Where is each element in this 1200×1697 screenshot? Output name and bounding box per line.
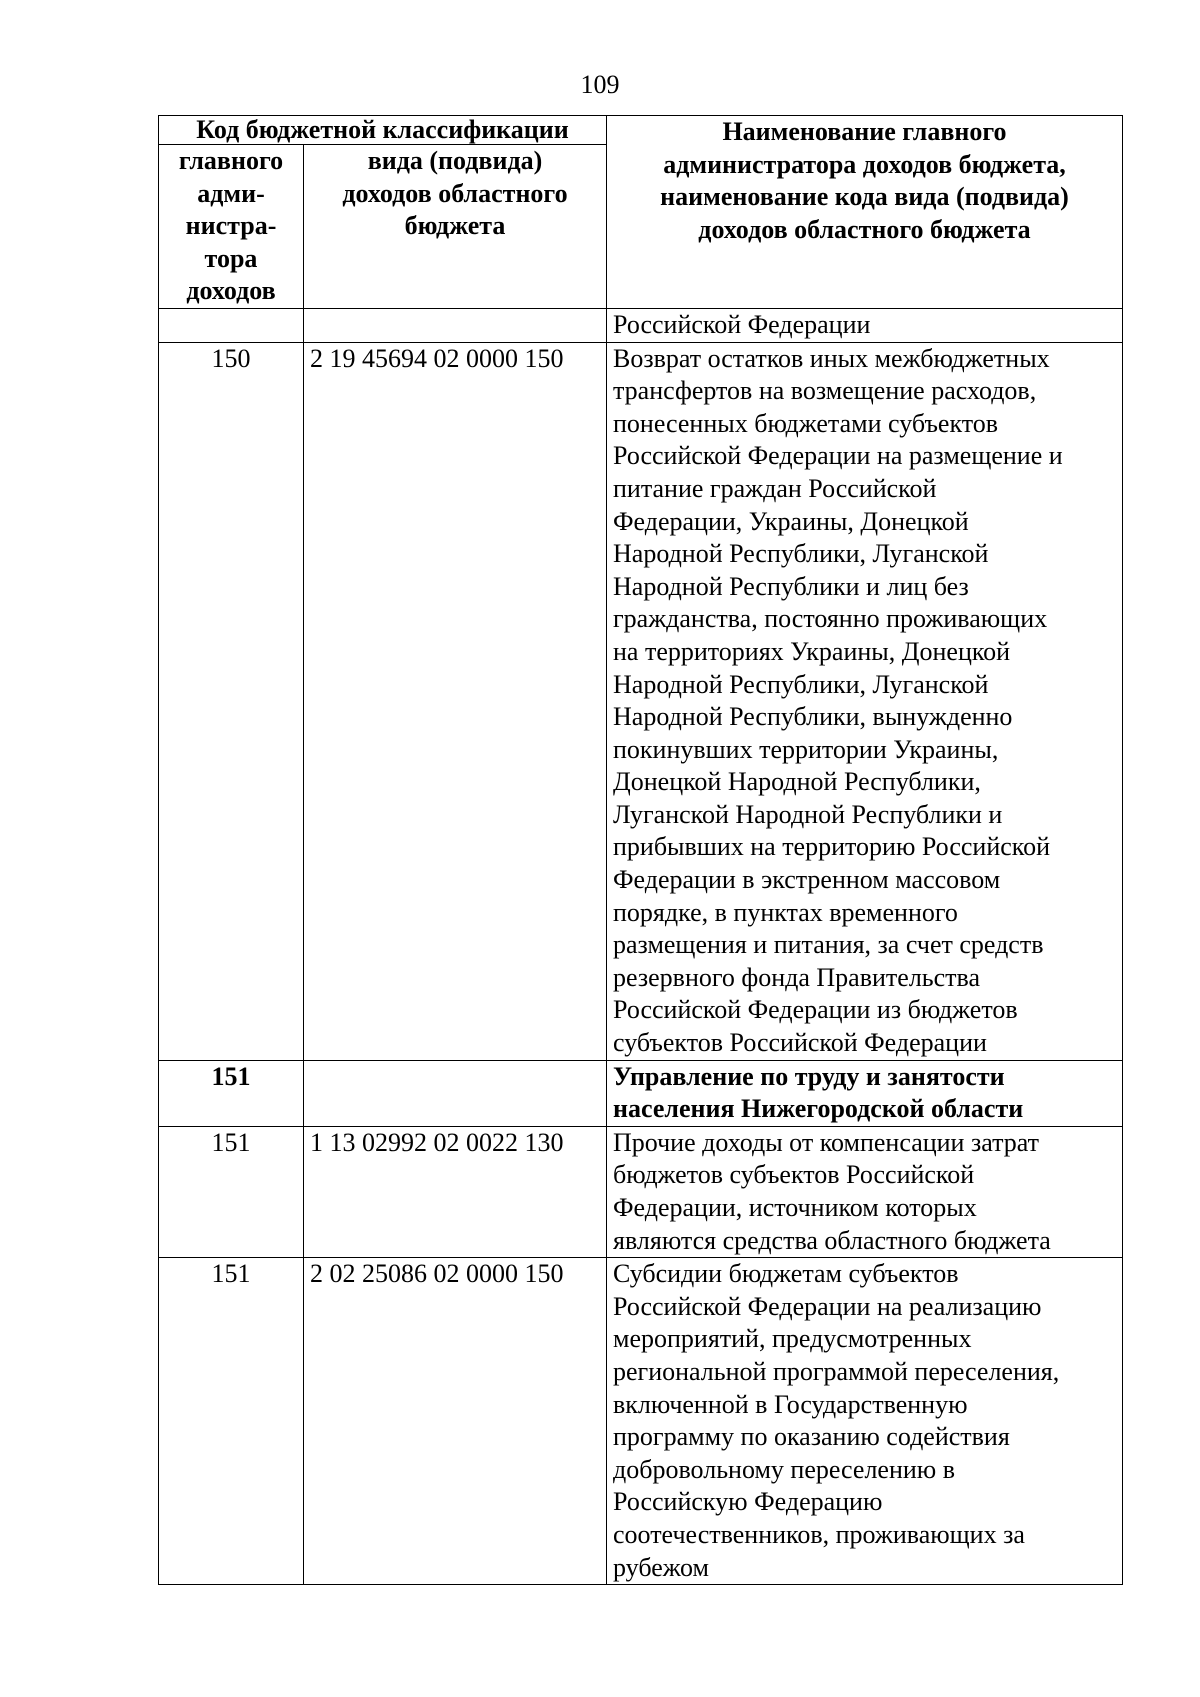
table-row <box>159 342 1123 1060</box>
name-cell: Управление по труду и занятости населения Нижегородской области <box>607 1060 1123 1126</box>
name-cell: Возврат остатков иных межбюджетных трансфертов на возмещение расходов, понесенных бюджетами субъектов Российской Федерации на размещение и питание граждан Российской Федерации, Украины, Донецкой Народной Республики, Луганской Народной Республики и лиц без гражданства, постоянно проживающих на территориях Украины, Донецкой Народной Республики, Луганской Народной Республики, вынужденно покинувших территории Украины, Донецкой Народной Республики, Луганской Народной Республики и прибывших на территорию Российской Федерации в экстренном массовом порядке, в пунктах временного размещения и питания, за счет средств резервного фонда Правительства Российской Федерации из бюджетов субъектов Российской Федерации <box>607 342 1123 1060</box>
name-cell: Субсидии бюджетам субъектов Российской Федерации на реализацию мероприятий, предусмотренных региональной программой переселения, включенной в Государственную программу по оказанию содействия добровольному переселению в Российскую Федерацию соотечественников, проживающих за рубежом <box>607 1258 1123 1585</box>
admin-code-cell: 151 <box>159 1060 304 1126</box>
table-row <box>159 308 1123 342</box>
table-row-administrator <box>159 1060 1123 1126</box>
table-header <box>159 116 1123 309</box>
header-row-group <box>159 116 1123 145</box>
kind-code-cell: 2 02 25086 02 0000 150 <box>304 1258 607 1585</box>
kind-code-cell: 1 13 02992 02 0022 130 <box>304 1126 607 1257</box>
kind-code-cell <box>304 308 607 342</box>
page-number: 109 <box>580 70 620 99</box>
table-row <box>159 1258 1123 1585</box>
admin-code-cell: 150 <box>159 342 304 1060</box>
budget-classification-table <box>158 115 1123 1585</box>
header-classification-code: Код бюджетной классификации <box>159 116 607 145</box>
header-kind-column: вида (подвида) доходов областного бюджета <box>304 145 607 309</box>
table-row <box>159 1126 1123 1257</box>
name-cell: Российской Федерации <box>607 308 1123 342</box>
admin-code-cell: 151 <box>159 1258 304 1585</box>
table-body <box>159 308 1123 1584</box>
kind-code-cell <box>304 1060 607 1126</box>
kind-code-cell: 2 19 45694 02 0000 150 <box>304 342 607 1060</box>
header-name-column: Наименование главного администратора доходов бюджета, наименование кода вида (подвида) доходов областного бюджета <box>607 116 1123 309</box>
name-cell: Прочие доходы от компенсации затрат бюджетов субъектов Российской Федерации, источником которых являются средства областного бюджета <box>607 1126 1123 1257</box>
admin-code-cell <box>159 308 304 342</box>
admin-code-cell: 151 <box>159 1126 304 1257</box>
header-admin-column: главного адми- нистра- тора доходов <box>159 145 304 309</box>
